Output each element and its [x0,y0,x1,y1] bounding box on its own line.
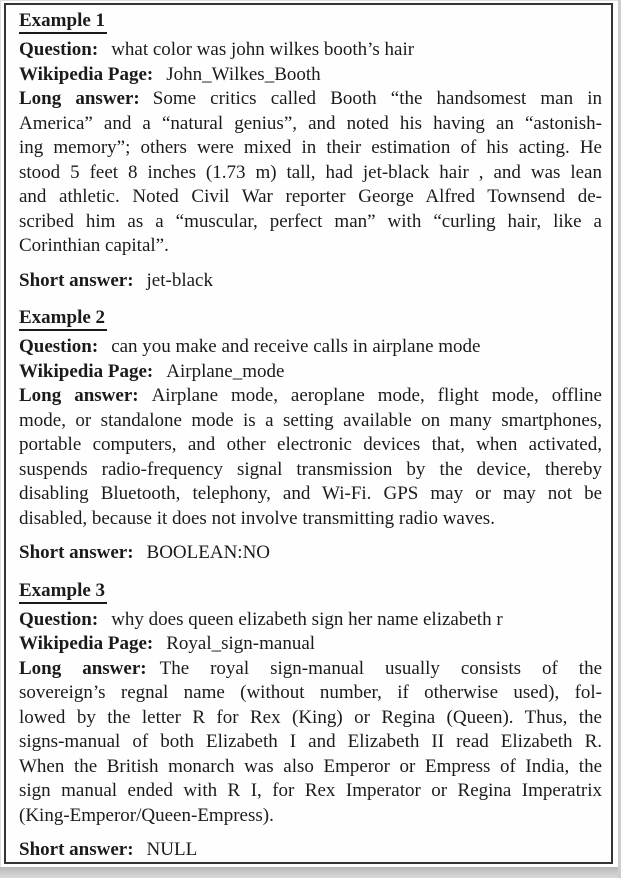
short-answer-label: Short answer: [19,839,134,860]
example-2-long-answer-line: suspends radio-frequency signal transmission by the device, thereby [19,458,602,480]
example-3-long-answer-line: (King-Emperor/Queen-Empress). [19,804,274,826]
long-answer-text: Airplane mode, aeroplane mode, flight mode, offline [151,385,602,406]
example-3-wikipedia-row [19,632,602,657]
example-1-long-answer-line: ing memory”; others were mixed in their estimation of his acting. He [19,137,602,158]
long-answer-label: Long answer: [19,88,140,109]
example-1-short-answer-row [19,269,602,294]
short-answer-label: Short answer: [19,269,134,291]
examples-figure-frame [4,3,613,864]
question-label: Question: [19,336,99,357]
example-1-long-answer-line: scribed him as a “muscular, perfect man” with “curling hair, like a [19,210,602,232]
example-1-heading: Example 1 [19,10,107,34]
example-2-long-answer-line: disabled, because it does not involve transmitting radio waves. [19,507,495,529]
long-answer-text: The royal sign-manual usually consists of the [159,657,602,679]
wikipedia-page-text: Royal_sign-manual [166,633,316,654]
example-3-long-answer-line: sovereign’s regnal name (without number, if otherwise used), fol- [19,682,602,703]
wikipedia-page-label: Wikipedia Page: [19,63,154,85]
example-1 [19,9,602,293]
example-1-long-answer-line: stood 5 feet 8 inches (1.73 m) tall, had jet-black hair , and was lean [19,161,602,183]
example-1-wikipedia-row [19,63,602,88]
wikipedia-page-text: Airplane_mode [166,360,285,382]
example-1-heading-row [19,9,602,34]
question-text: can you make and receive calls in airplane mode [111,336,481,357]
short-answer-text: BOOLEAN:NO [146,542,271,563]
wikipedia-page-label: Wikipedia Page: [19,633,154,654]
short-answer-text: NULL [146,839,198,860]
example-3-long-answer-line [19,657,602,682]
example-2-wikipedia-row [19,360,602,385]
example-3-long-answer-line: When the British monarch was also Emperor or Empress of India, the [19,755,602,777]
example-3-heading: Example 3 [19,580,107,604]
short-answer-text: jet-black [146,269,213,291]
bottom-edge-shadow [0,867,621,878]
question-label: Question: [19,608,99,630]
example-3-long-answer-line: lowed by the letter R for Rex (King) or Regina (Queen). Thus, the [19,706,602,728]
example-2 [19,306,602,566]
example-2-long-answer-line: mode, or standalone mode is a setting available on many smartphones, [19,409,602,431]
short-answer-label: Short answer: [19,542,134,563]
example-2-heading-row [19,306,602,331]
long-answer-label: Long answer: [19,657,147,679]
example-1-long-answer-line [19,87,602,112]
example-2-short-answer-row [19,541,602,566]
example-1-question-row [19,38,602,63]
example-3-long-answer-line: signs-manual of both Elizabeth I and Elizabeth II read Elizabeth R. [19,731,602,752]
example-3 [19,579,602,863]
example-2-long-answer-line: portable computers, and other electronic devices that, when activated, [19,434,602,455]
example-1-long-answer-line: Corinthian capital”. [19,235,169,256]
example-2-question-row [19,335,602,360]
question-label: Question: [19,39,99,60]
long-answer-text: Some critics called Booth “the handsomest man in [152,88,602,109]
example-2-long-answer-line [19,384,602,409]
example-3-short-answer-row [19,838,602,863]
example-3-long-answer-line: sign manual ended with R I, for Rex Imperator or Regina Imperatrix [19,780,602,801]
wikipedia-page-text: John_Wilkes_Booth [166,63,321,85]
example-3-heading-row [19,579,602,604]
example-2-heading: Example 2 [19,307,107,331]
example-3-question-row [19,608,602,633]
example-2-long-answer-line: disabling Bluetooth, telephony, and Wi-Fi. GPS may or may not be [19,483,602,504]
long-answer-label: Long answer: [19,385,139,406]
question-text: why does queen elizabeth sign her name elizabeth r [111,608,503,630]
wikipedia-page-label: Wikipedia Page: [19,360,154,382]
example-1-long-answer-line: America” and a “natural genius”, and noted his having an “astonish- [19,112,602,134]
question-text: what color was john wilkes booth’s hair [111,39,415,60]
example-1-long-answer-line: and athletic. Noted Civil War reporter George Alfred Townsend de- [19,186,602,207]
